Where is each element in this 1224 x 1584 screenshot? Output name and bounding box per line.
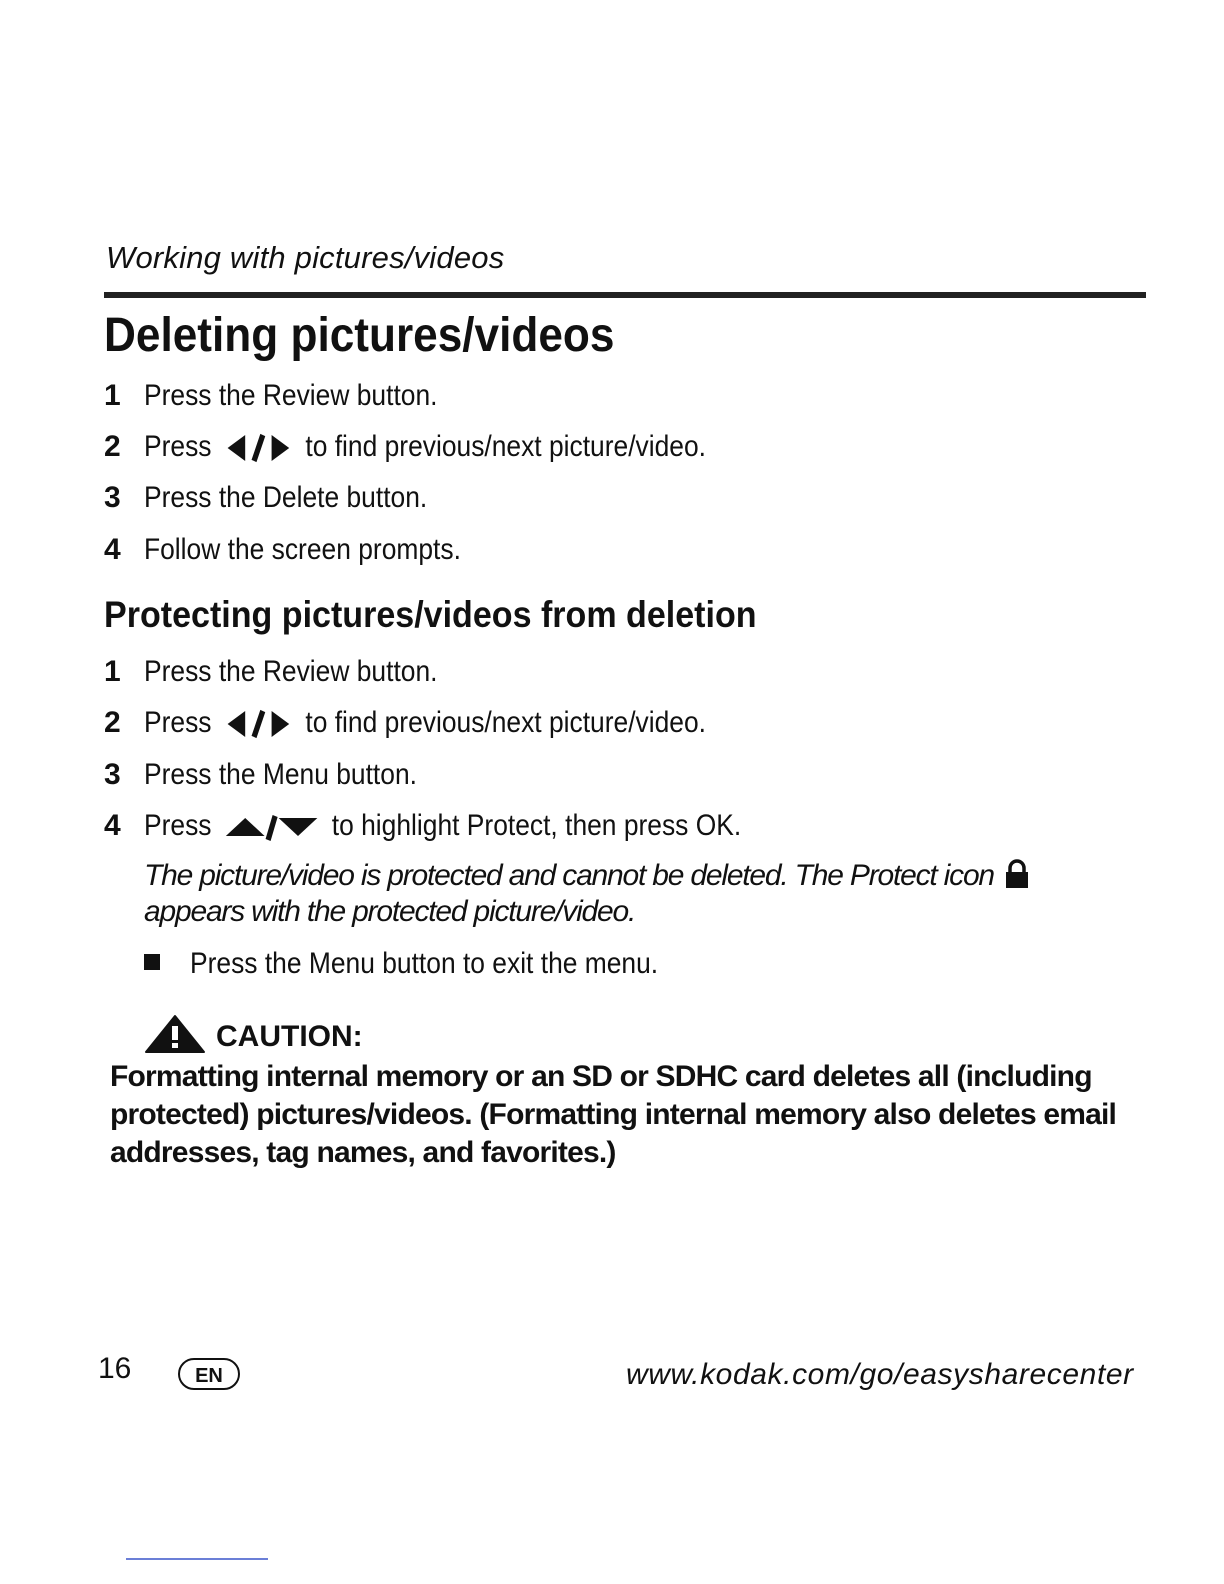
up-down-arrow-icon: [224, 812, 319, 842]
bullet-square: [144, 954, 160, 970]
step-number: 4: [104, 533, 121, 566]
page-number: 16: [98, 1352, 132, 1385]
protecting-step-2: [104, 703, 783, 743]
bullet-item: [144, 944, 722, 984]
step-number: 3: [104, 758, 121, 791]
step-number: 3: [104, 481, 121, 514]
deleting-step-4: [104, 530, 504, 570]
step-text: Press the Review button.: [144, 655, 438, 688]
bottom-mark: [126, 1558, 268, 1560]
section-title-protecting: Protecting pictures/videos from deletion: [104, 594, 757, 635]
language-badge: EN: [178, 1358, 240, 1390]
protecting-step-4: [104, 806, 823, 846]
deleting-step-3: [104, 478, 466, 518]
step-text: Press the Review button.: [144, 379, 438, 412]
left-right-arrow-icon: [224, 431, 293, 465]
step-number: 2: [104, 430, 121, 463]
step-text: Press the Delete button.: [144, 481, 428, 514]
protecting-step-3: [104, 755, 454, 795]
step-number: 4: [104, 809, 121, 842]
note-text-after-icon: appears with the protected picture/video.: [144, 895, 636, 928]
deleting-step-1: [104, 376, 478, 416]
step-number: 1: [104, 655, 121, 688]
step-text: Press the Menu button.: [144, 758, 417, 791]
section-title-deleting: Deleting pictures/videos: [104, 309, 615, 362]
bullet-text: Press the Menu button to exit the menu.: [190, 947, 659, 980]
footer-url[interactable]: www.kodak.com/go/easysharecenter: [626, 1358, 1134, 1391]
protecting-step-1: [104, 652, 478, 692]
step-number: 1: [104, 379, 121, 412]
caution-label: CAUTION:: [216, 1020, 363, 1053]
lock-icon: [1005, 859, 1029, 889]
step-text-pre: Press: [144, 430, 212, 463]
warning-icon: [144, 1014, 206, 1054]
running-header: Working with pictures/videos: [106, 240, 505, 275]
step-text-pre: Press: [144, 706, 212, 739]
left-right-arrow-icon: [224, 707, 293, 741]
deleting-step-2: [104, 427, 783, 467]
header-rule: [104, 292, 1146, 298]
step-text-pre: Press: [144, 809, 212, 842]
protect-note: [144, 858, 1134, 930]
note-text-before-icon: The picture/video is protected and cannot be deleted. The Protect icon: [144, 859, 994, 892]
caution-text: Formatting internal memory or an SD or SDHC card deletes all (including protected) pictures/videos. (Formatting internal memory also deletes email addresses, tag names, and favorites.): [110, 1060, 1117, 1169]
caution-heading: [144, 1014, 363, 1054]
step-text-post: to highlight Protect, then press OK.: [331, 809, 742, 842]
step-text: Follow the screen prompts.: [144, 533, 461, 566]
step-number: 2: [104, 706, 121, 739]
step-text-post: to find previous/next picture/video.: [305, 706, 707, 739]
step-text-post: to find previous/next picture/video.: [305, 430, 707, 463]
